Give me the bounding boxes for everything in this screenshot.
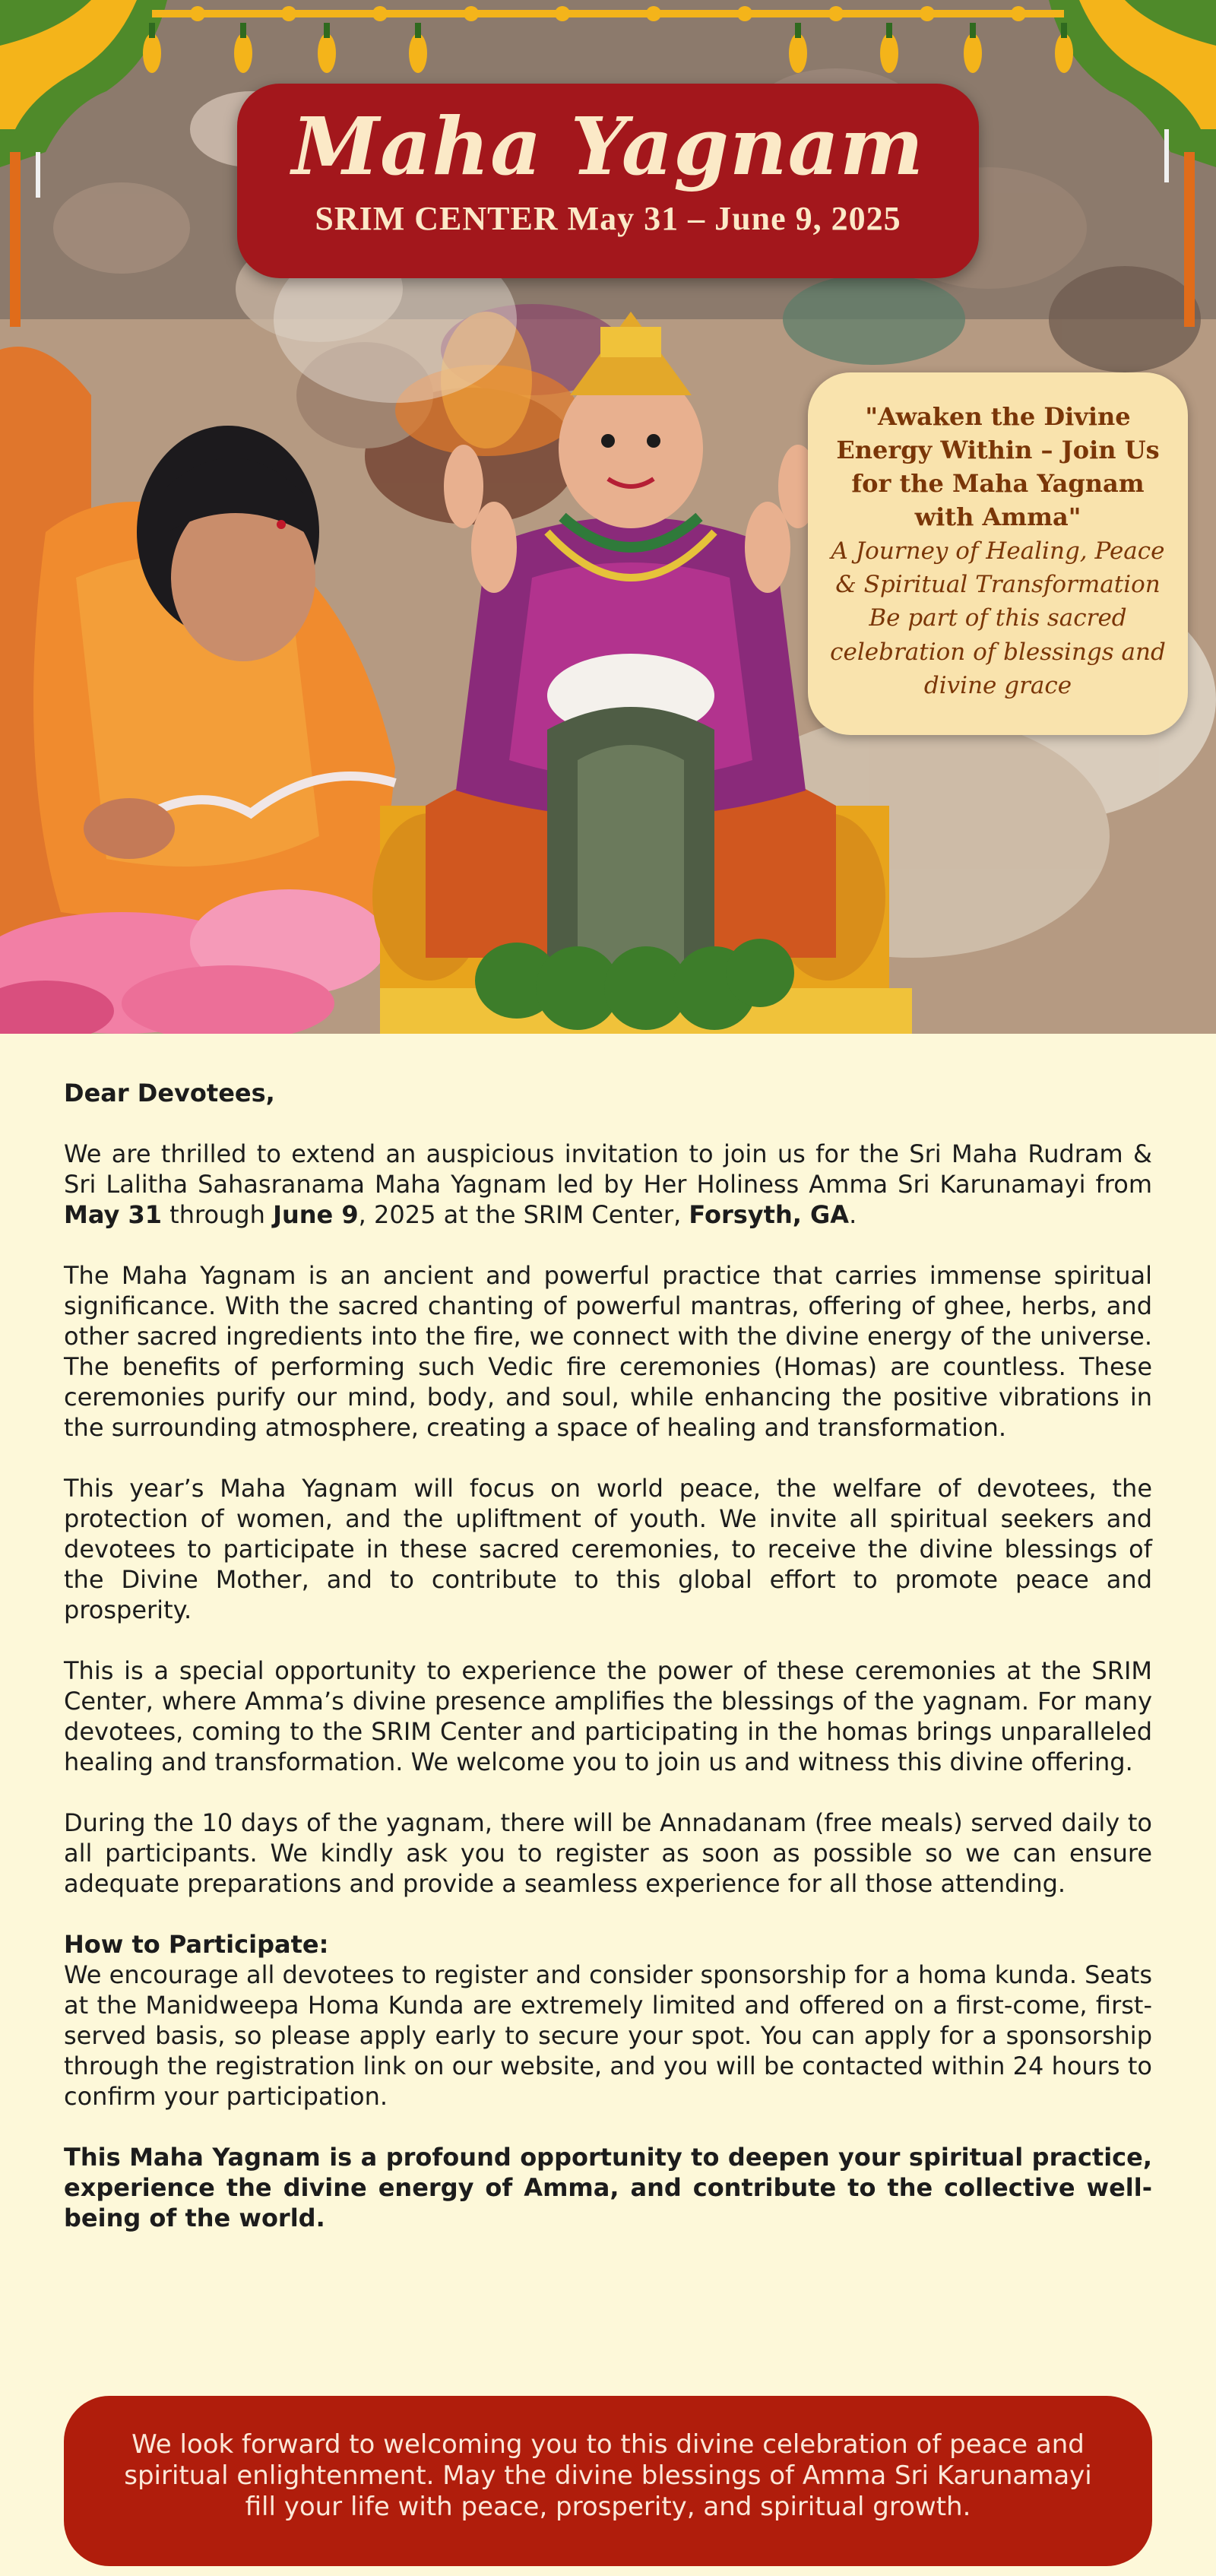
letter-closing-statement: This Maha Yagnam is a profound opportunity to deepen your spiritual practice, experience the divine energy of Amma, and contribute to the collective well-being of the world. xyxy=(64,2143,1152,2232)
letter-salutation: Dear Devotees, xyxy=(64,1079,275,1107)
invitation-text-end: . xyxy=(849,1200,857,1229)
quote-line-journey: A Journey of Healing, Peace & Spiritual Transformation xyxy=(831,537,1165,598)
invitation-text-venue: , 2025 at the SRIM Center, xyxy=(358,1200,689,1229)
title-banner xyxy=(237,84,979,278)
invitation-text-through: through xyxy=(161,1200,274,1229)
letter-paragraph-significance: The Maha Yagnam is an ancient and powerful practice that carries immense spiritual significance. With the sacred chanting of powerful mantras, offering of ghee, herbs, and other sacred ingredients into the fire, we connect with the divine energy of the universe. The benefits of performing such Vedic fire ceremonies (Homas) are countless. These ceremonies purify our mind, body, and soul, while enhancing the positive vibrations in the surrounding atmosphere, creating a space of healing and transformation. xyxy=(64,1261,1152,1442)
letter-paragraph-participate xyxy=(64,1929,1152,2112)
hero-banner xyxy=(0,0,1216,1037)
start-date: May 31 xyxy=(64,1200,162,1229)
participate-text: We encourage all devotees to register and consider sponsorship for a homa kunda. Seats at the Manidweepa Homa Kunda are extremely limited and offered on a first-come, first-served basis, so please apply early to secure your spot. You can apply for a sponsorship through the registration link on our website, and you will be contacted within 24 hours to confirm your participation. xyxy=(64,1960,1152,2111)
invitation-text: We are thrilled to extend an auspicious invitation to join us for the Sri Maha Rudram & Sri Lalitha Sahasranama Maha Yagnam led by Her Holiness Amma Sri Karunamayi from xyxy=(64,1139,1152,1199)
invitation-letter xyxy=(64,1078,1152,2264)
letter-paragraph-opportunity: This is a special opportunity to experience the power of these ceremonies at the SRIM Center, where Amma’s divine presence amplifies the blessings of the yagnam. For many devotees, coming to the SRIM Center and participating in the homas brings unparalleled healing and transformation. We welcome you to join us and witness this divine offering. xyxy=(64,1656,1152,1776)
end-date: June 9 xyxy=(273,1200,359,1229)
quote-headline: "Awaken the Divine Energy Within – Join Us for the Maha Yagnam with Amma" xyxy=(836,402,1160,532)
letter-paragraph-focus: This year’s Maha Yagnam will focus on world peace, the welfare of devotees, the protection of women, and the upliftment of youth. We invite all spiritual seekers and devotees to participate in these sacred ceremonies, to receive the divine blessings of the Divine Mother, and to contribute to this global effort to promote peace and prosperity. xyxy=(64,1474,1152,1624)
how-to-participate-heading: How to Participate: xyxy=(64,1930,329,1959)
footer-blessing-message: We look forward to welcoming you to this divine celebration of peace and spiritual enlightenment. May the divine blessings of Amma Sri Karunamayi fill your life with peace, prosperity, and spiritual growth. xyxy=(64,2396,1152,2566)
letter-paragraph-invitation xyxy=(64,1139,1152,1230)
invitation-quote-card xyxy=(808,372,1188,735)
event-location: Forsyth, GA xyxy=(689,1200,850,1229)
page-title: Maha Yagnam xyxy=(291,100,925,193)
event-dates-subtitle: SRIM CENTER May 31 – June 9, 2025 xyxy=(315,200,901,238)
letter-paragraph-annadanam: During the 10 days of the yagnam, there will be Annadanam (free meals) served daily to all participants. We kindly ask you to register as soon as possible so we can ensure adequate preparations and provide a seamless experience for all those attending. xyxy=(64,1808,1152,1898)
quote-line-celebration: Be part of this sacred celebration of blessings and divine grace xyxy=(830,604,1166,699)
